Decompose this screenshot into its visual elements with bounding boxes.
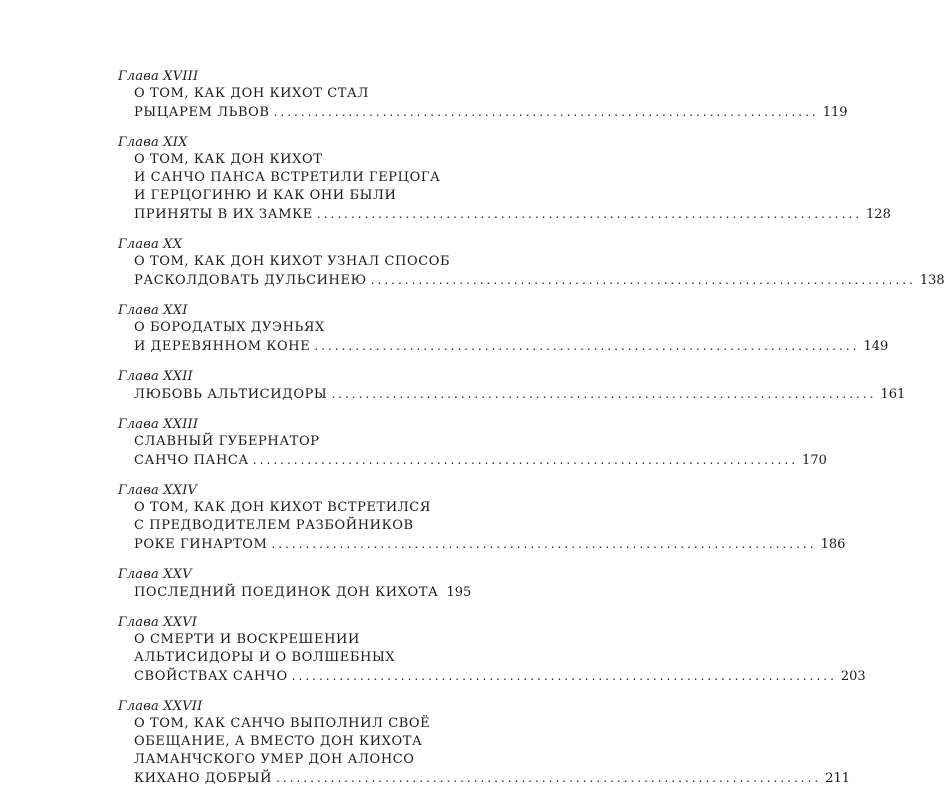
dot-leader: ................................................................................ [276,771,822,785]
chapter-title-line: О ТОМ, КАК ДОН КИХОТ СТАЛ [134,86,369,101]
page-number: 195 [446,585,472,600]
chapter-title-line: О ТОМ, КАК САНЧО ВЫПОЛНИЛ СВОЁ [134,716,431,731]
chapter-title [118,151,891,224]
dot-leader: ................................................................................ [314,339,860,353]
chapter-label: Глава XXI [118,303,188,318]
chapter-title-last-line [134,385,906,404]
chapter-label: Глава XXIV [118,483,198,498]
toc-entry [118,302,889,356]
chapter-label: Глава XX [118,237,183,252]
toc-entry [118,134,891,224]
toc-entry [118,566,472,602]
page-number: 149 [863,339,889,354]
chapter-title-line: С ПРЕДВОДИТЕЛЕМ РАЗБОЙНИКОВ [134,518,414,533]
page-number: 211 [825,771,851,786]
dot-leader: ................................................................................ [291,669,837,683]
chapter-label: Глава XXIII [118,417,199,432]
dot-leader: ................................................................................ [252,453,799,467]
chapter-title-line: И САНЧО ПАНСА ВСТРЕТИЛИ ГЕРЦОГА [134,170,441,185]
dot-leader: ................................................................................ [370,273,916,287]
chapter-title-line: О ТОМ, КАК ДОН КИХОТ ВСТРЕТИЛСЯ [134,500,431,515]
page-number: 170 [802,453,827,468]
chapter-title-line: ОБЕЩАНИЕ, А ВМЕСТО ДОН КИХОТА [134,734,423,749]
toc-entry [118,68,848,122]
chapter-title-last-line [134,583,472,602]
chapter-title-line: РОКЕ ГИНАРТОМ [134,537,268,552]
chapter-title-last-line [134,271,945,290]
chapter-title-line: ЛАМАНЧСКОГО УМЕР ДОН АЛОНСО [134,752,415,767]
page-number: 138 [919,273,945,288]
chapter-title-line: РЫЦАРЕМ ЛЬВОВ [134,105,270,120]
chapter-title-line: О СМЕРТИ И ВОСКРЕШЕНИИ [134,632,360,647]
chapter-label: Глава XXV [118,567,192,582]
dot-leader: ................................................................................ [316,207,863,221]
chapter-title [118,319,889,356]
page-number: 128 [866,207,891,222]
chapter-title [118,385,906,404]
chapter-title-line: САНЧО ПАНСА [134,453,249,468]
toc-entry [118,698,851,788]
chapter-title-last-line [134,535,846,554]
chapter-title-line: О ТОМ, КАК ДОН КИХОТ [134,152,323,167]
toc-entry [118,614,866,686]
page-number: 161 [880,387,906,402]
chapter-title-line: И ГЕРЦОГИНЮ И КАК ОНИ БЫЛИ [134,188,397,203]
chapter-title [118,85,848,122]
page-number: 119 [822,105,848,120]
chapter-label: Глава XXVII [118,699,203,714]
chapter-title-last-line [134,769,851,788]
dot-leader: ................................................................................ [271,537,817,551]
chapter-title-line: И ДЕРЕВЯННОМ КОНЕ [134,339,311,354]
page-number: 186 [820,537,846,552]
chapter-title-last-line [134,103,848,122]
toc-entry [118,236,945,290]
chapter-title-line: АЛЬТИСИДОРЫ И О ВОЛШЕБНЫХ [134,650,396,665]
toc-entry [118,368,906,404]
dot-leader: ................................................................................ [331,387,877,401]
chapter-label: Глава XIX [118,135,188,150]
chapter-label: Глава XVIII [118,69,199,84]
chapter-label: Глава XXVI [118,615,198,630]
chapter-title-line: СЛАВНЫЙ ГУБЕРНАТОР [134,434,320,449]
chapter-title-line: О ТОМ, КАК ДОН КИХОТ УЗНАЛ СПОСОБ [134,254,451,269]
chapter-title-line: РАСКОЛДОВАТЬ ДУЛЬСИНЕЮ [134,273,367,288]
chapter-title [118,715,851,788]
chapter-title-line: ЛЮБОВЬ АЛЬТИСИДОРЫ [134,387,328,402]
chapter-title-last-line [134,667,866,686]
toc-entry [118,482,846,554]
chapter-title-line: О БОРОДАТЫХ ДУЭНЬЯХ [134,320,325,335]
dot-leader: ................................................................................ [273,105,819,119]
chapter-title-last-line [134,205,891,224]
chapter-title [118,433,827,470]
chapter-label: Глава XXII [118,369,193,384]
chapter-title-line: ПРИНЯТЫ В ИХ ЗАМКЕ [134,207,313,222]
chapter-title [118,631,866,686]
chapter-title-last-line [134,451,827,470]
chapter-title [118,253,945,290]
chapter-title [118,583,472,602]
chapter-title-line: СВОЙСТВАХ САНЧО [134,669,288,684]
page-number: 203 [840,669,866,684]
table-of-contents [118,68,945,800]
chapter-title-last-line [134,337,889,356]
toc-entry [118,416,827,470]
chapter-title-line: ПОСЛЕДНИЙ ПОЕДИНОК ДОН КИХОТА [134,585,439,600]
chapter-title-line: КИХАНО ДОБРЫЙ [134,771,273,786]
chapter-title [118,499,846,554]
